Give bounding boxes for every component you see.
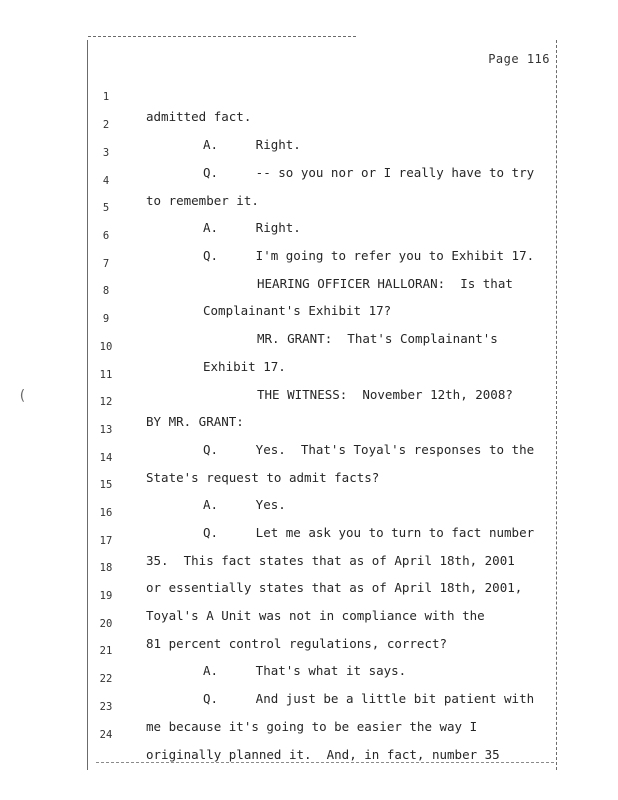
transcript-line <box>0 67 618 124</box>
line-number: 14 <box>99 452 113 464</box>
line-number: 7 <box>102 258 110 270</box>
line-number: 18 <box>99 562 113 574</box>
line-number: 21 <box>99 645 113 657</box>
line-number: 24 <box>99 729 113 741</box>
line-text: Q. Let me ask you to turn to fact number <box>203 525 535 540</box>
page-number: Page 116 <box>488 52 550 66</box>
line-number: 23 <box>99 701 113 713</box>
line-text: Q. And just be a little bit patient with <box>203 691 535 706</box>
line-number: 15 <box>99 479 113 491</box>
line-number: 12 <box>99 396 113 408</box>
line-number: 2 <box>102 119 110 131</box>
line-text: to remember it. <box>146 193 259 208</box>
line-text: Q. -- so you nor or I really have to try <box>203 165 535 180</box>
line-text: Complainant's Exhibit 17? <box>203 303 392 318</box>
line-text: State's request to admit facts? <box>146 470 380 485</box>
line-text: or essentially states that as of April 18th, 2001, <box>146 580 523 595</box>
line-number: 19 <box>99 590 113 602</box>
line-text: Q. I'm going to refer you to Exhibit 17. <box>203 248 535 263</box>
line-number: 20 <box>99 618 113 630</box>
line-number: 1 <box>102 91 110 103</box>
line-text: 35. This fact states that as of April 18th, 2001 <box>146 553 515 568</box>
line-text: admitted fact. <box>146 109 252 124</box>
line-text: HEARING OFFICER HALLORAN: Is that <box>257 276 513 291</box>
line-number: 8 <box>102 285 110 297</box>
line-text: 81 percent control regulations, correct? <box>146 636 448 651</box>
line-text: THE WITNESS: November 12th, 2008? <box>257 387 513 402</box>
line-number: 9 <box>102 313 110 325</box>
line-number: 16 <box>99 507 113 519</box>
line-text: A. Yes. <box>203 497 286 512</box>
line-text: me because it's going to be easier the way I <box>146 719 478 734</box>
line-number: 5 <box>102 202 110 214</box>
line-number: 6 <box>102 230 110 242</box>
line-text: Toyal's A Unit was not in compliance with the <box>146 608 485 623</box>
line-text: A. That's what it says. <box>203 663 407 678</box>
line-number: 4 <box>102 175 110 187</box>
line-text: originally planned it. And, in fact, number 35 <box>146 747 500 762</box>
line-text: MR. GRANT: That's Complainant's <box>257 331 498 346</box>
line-text: BY MR. GRANT: <box>146 414 244 429</box>
punch-hole-mark: ( <box>18 388 27 404</box>
line-text: Exhibit 17. <box>203 359 286 374</box>
line-number: 11 <box>99 369 113 381</box>
line-number: 10 <box>99 341 113 353</box>
line-number: 13 <box>99 424 113 436</box>
line-number: 17 <box>99 535 113 547</box>
line-text: Q. Yes. That's Toyal's responses to the <box>203 442 535 457</box>
line-number: 3 <box>102 147 110 159</box>
line-text: A. Right. <box>203 220 301 235</box>
line-number: 22 <box>99 673 113 685</box>
line-text: A. Right. <box>203 137 301 152</box>
